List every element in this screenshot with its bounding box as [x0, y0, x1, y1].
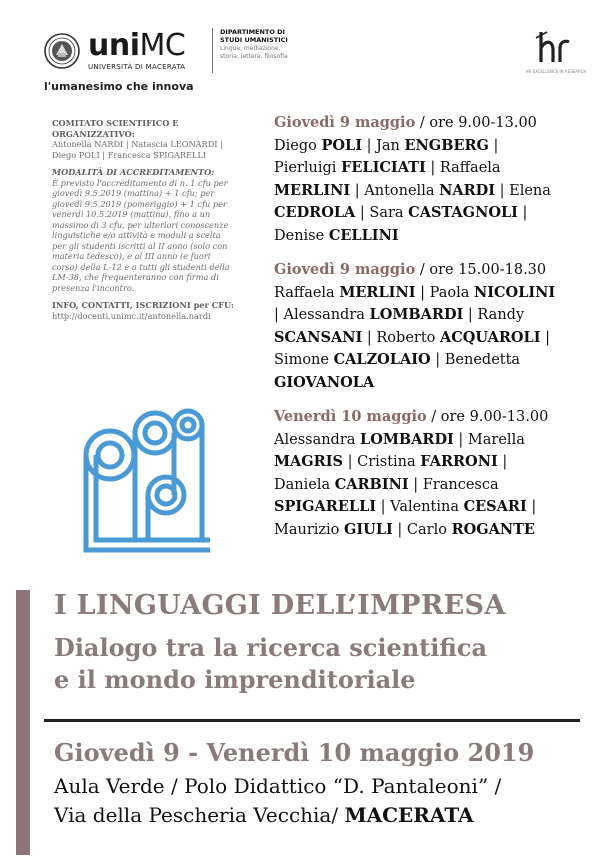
- session-block: [274, 406, 590, 541]
- speaker-line: [274, 304, 590, 327]
- speaker-text: |: [517, 205, 528, 221]
- department-title: DIPARTIMENTO DI STUDI UMANISTICI: [220, 28, 288, 44]
- accreditation-section: MODALITÀ DI ACCREDITAMENTO: È previsto l'accreditamento di n. 1 cfu per giovedì 9.5.2019 (mattina) + 1 cfu; per giovedì 9.5.2019 (pomeriggio) + 1 cfu per venerdì 10.5.2019 (mattina), fino a un massimo di 3 cfu, per ulteriori conoscenze linguistiche e/o attività e moduli a scelta per gli studenti iscritti al II anno (solo con materia tedesco), e al III anno (e fuori corso) della L-12 e a tutti gli studenti della LM-38, che frequenteranno con firma di presenza l'incontro.: [52, 167, 247, 293]
- speaker-text: | Raffaela: [425, 160, 501, 176]
- accreditation-line: materia tedesco), e al III anno (e fuori: [52, 251, 211, 261]
- accreditation-line: giovedì 9.5.2019 (pomeriggio) + 1 cfu per: [52, 198, 227, 209]
- info-section: INFO, CONTATTI, ISCRIZIONI per CFU: http://docenti.unimc.it/antonella.nardi: [52, 300, 247, 321]
- speaker-line: [274, 180, 590, 203]
- speaker-text: |: [488, 137, 499, 154]
- accreditation-line: per gli studenti iscritti al II anno (solo con: [52, 240, 228, 251]
- session-time: / ore 9.00-13.00: [426, 409, 549, 425]
- speaker-text: | Roberto: [362, 329, 440, 346]
- speaker-surname: MERLINI: [339, 283, 416, 301]
- speaker-line: [274, 225, 590, 248]
- title-divider: [44, 719, 580, 722]
- department-divider: [212, 28, 213, 73]
- event-venue: Aula Verde / Polo Didattico “D. Pantaleoni” /: [54, 774, 502, 798]
- speaker-surname: CASTAGNOLI: [408, 204, 518, 221]
- speaker-surname: NICOLINI: [473, 283, 556, 301]
- accreditation-line: massimo di 3 cfu, per ulteriori conoscenze: [52, 219, 229, 230]
- university-seal-icon: [44, 33, 80, 69]
- conference-emblem-icon: [70, 395, 220, 565]
- speaker-surname: CEDROLA: [274, 204, 356, 221]
- speaker-surname: GIULI: [344, 520, 393, 538]
- speaker-text: | Antonella: [350, 182, 440, 199]
- session-heading: [274, 259, 590, 282]
- speaker-line: [274, 135, 590, 158]
- speaker-text: | Randy: [463, 307, 525, 323]
- accreditation-line: linguistiche e/o attività e moduli a scelta: [52, 230, 221, 240]
- speaker-surname: ACQUAROLI: [440, 328, 541, 346]
- speaker-line: [274, 372, 590, 395]
- session-time: / ore 9.00-13.00: [415, 115, 537, 131]
- university-logo-subtitle: UNIVERSITÀ DI MACERATA: [88, 63, 186, 71]
- hr-excellence-logo-icon: [533, 28, 575, 68]
- speaker-surname: NARDI: [439, 181, 496, 199]
- title-accent-bar: [16, 590, 30, 855]
- session-day: Venerdì 10 maggio: [274, 408, 427, 425]
- accreditation-line: corso) della L-12 e a tutti gli studenti della: [52, 261, 230, 272]
- committee-section: COMITATO SCIENTIFICO E ORGANIZZATIVO: Antonella NARDI | Natascia LEONARDI | Diego POLI | Francesca SPIGARELLI: [52, 118, 223, 160]
- speaker-text: | Elena: [495, 182, 551, 199]
- speaker-surname: SPIGARELLI: [274, 498, 377, 515]
- speaker-text: | Francesca: [408, 476, 499, 493]
- speaker-line: [274, 157, 590, 180]
- speaker-surname: ROGANTE: [451, 520, 535, 538]
- speaker-line: [274, 451, 590, 474]
- speaker-surname: FARRONI: [420, 453, 498, 470]
- speaker-line: [274, 349, 590, 372]
- speaker-surname: CESARI: [463, 498, 527, 515]
- speaker-text: | Valentina: [376, 499, 464, 515]
- session-block: [274, 259, 590, 394]
- speaker-surname: LOMBARDI: [369, 306, 464, 323]
- speaker-text: | Paola: [415, 284, 474, 301]
- event-subtitle: Dialogo tra la ricerca scientifica e il mondo imprenditoriale: [54, 633, 487, 694]
- speaker-text: Raffaela: [274, 284, 340, 301]
- department-subtitle: Lingue, mediazione, storia, lettere, filosofia: [220, 45, 288, 60]
- speaker-text: | Carlo: [392, 521, 452, 538]
- speaker-line: [274, 429, 590, 452]
- speaker-surname: ENGBERG: [404, 136, 489, 154]
- speaker-text: Pierluigi: [274, 160, 342, 176]
- speaker-line: [274, 282, 590, 305]
- speaker-line: [274, 474, 590, 497]
- accreditation-line: giovedì 9.5.2019 (mattina) + 1 cfu; per: [52, 188, 215, 198]
- speaker-text: Alessandra: [274, 431, 361, 448]
- speaker-text: Daniela: [274, 476, 335, 493]
- speaker-text: | Cristina: [343, 454, 421, 470]
- speaker-text: |: [540, 329, 551, 346]
- session-day: Giovedì 9 maggio: [274, 114, 416, 131]
- speaker-surname: LOMBARDI: [360, 430, 454, 448]
- speaker-text: Diego: [274, 137, 322, 154]
- speaker-surname: MERLINI: [274, 181, 351, 199]
- speaker-text: |: [497, 454, 508, 470]
- speaker-text: | Benedetta: [430, 352, 521, 368]
- speaker-line: [274, 519, 590, 542]
- university-logo-text: uniMC: [88, 28, 186, 63]
- accreditation-line: presenza l'incontro.: [52, 282, 135, 293]
- event-dates: Giovedì 9 - Venerdì 10 maggio 2019: [54, 738, 535, 767]
- speaker-text: Simone: [274, 352, 334, 368]
- speaker-line: [274, 202, 590, 225]
- speaker-surname: MAGRIS: [274, 453, 343, 470]
- speaker-surname: FELICIATI: [341, 159, 426, 176]
- speaker-surname: CALZOLAIO: [333, 351, 431, 368]
- info-url[interactable]: http://docenti.unimc.it/antonella.nardi: [52, 310, 211, 321]
- speaker-surname: SCANSANI: [274, 328, 363, 346]
- session-day: Giovedì 9 maggio: [274, 261, 416, 278]
- speaker-text: | Jan: [361, 137, 405, 154]
- session-heading: [274, 406, 590, 429]
- speaker-text: | Sara: [355, 205, 409, 221]
- session-block: [274, 112, 590, 247]
- sessions-list: [274, 112, 590, 553]
- speaker-surname: CELLINI: [328, 226, 399, 244]
- session-time: / ore 15.00-18.30: [415, 262, 547, 278]
- left-info-column: [52, 118, 247, 321]
- hr-logo-caption: HR EXCELLENCE IN RESEARCH: [525, 69, 587, 74]
- accreditation-text: [52, 178, 247, 294]
- speaker-surname: CARBINI: [334, 475, 409, 493]
- accreditation-line: LM-38, che frequenteranno con firma di: [52, 272, 219, 282]
- speaker-surname: GIOVANOLA: [274, 373, 375, 391]
- university-motto: l'umanesimo che innova: [44, 80, 194, 93]
- speaker-surname: POLI: [321, 136, 362, 154]
- speaker-line: [274, 327, 590, 350]
- speaker-text: | Marella: [453, 431, 525, 448]
- event-title: I LINGUAGGI DELL’IMPRESA: [54, 590, 506, 621]
- speaker-text: | Alessandra: [274, 307, 370, 323]
- speaker-text: |: [526, 499, 537, 515]
- session-heading: [274, 112, 590, 135]
- speaker-text: Denise: [274, 227, 329, 244]
- event-address: Via della Pescheria Vecchia/ MACERATA: [54, 803, 474, 827]
- accreditation-line: È previsto l'accreditamento di n. 1 cfu per: [52, 177, 228, 188]
- speaker-line: [274, 496, 590, 519]
- speaker-text: Maurizio: [274, 521, 345, 538]
- accreditation-line: venerdì 10.5.2019 (mattina), fino a un: [52, 209, 211, 219]
